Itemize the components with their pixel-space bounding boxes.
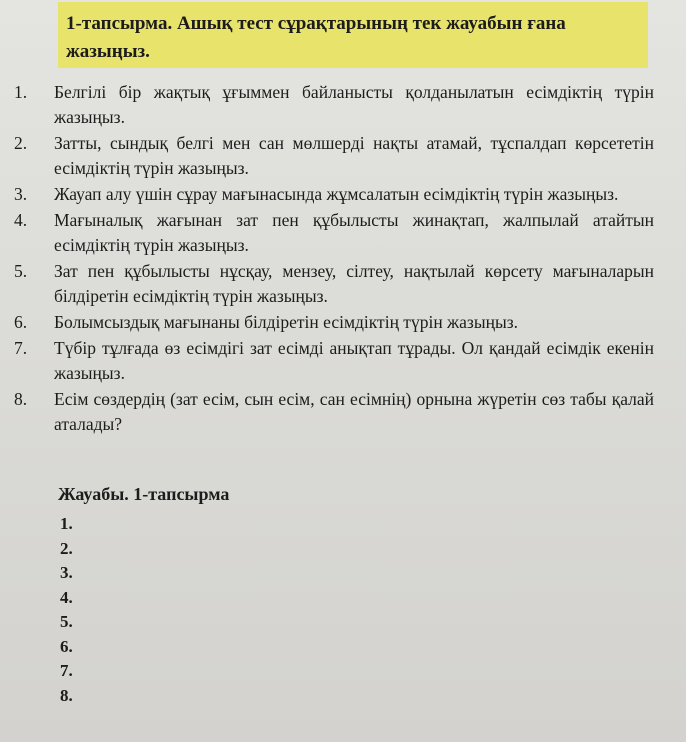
question-item xyxy=(14,336,654,386)
answer-line-4: 4. xyxy=(60,587,73,607)
question-number: 3. xyxy=(14,184,28,204)
question-list xyxy=(14,80,654,438)
question-item xyxy=(14,310,654,335)
question-item xyxy=(14,259,654,309)
question-item xyxy=(14,387,654,437)
question-item xyxy=(14,80,654,130)
answer-line-1: 1. xyxy=(60,514,73,533)
answer-line-3: 3. xyxy=(60,563,73,582)
question-text: Затты, сындық белгі мен сан мөлшерді нақты атамай, тұспалдап көрсететін есімдіктің түрін жазыңыз. xyxy=(54,133,654,178)
question-number: 2. xyxy=(14,133,28,153)
task-title-line2: жазыңыз. xyxy=(66,41,150,62)
answer-line-2: 2. xyxy=(60,538,73,558)
question-item xyxy=(14,182,654,207)
question-number: 4. xyxy=(14,210,28,230)
question-text: Зат пен құбылысты нұсқау, мензеу, сілтеу, нақтылай көрсету мағыналарын білдіретін есімдіктің түрін жазыңыз. xyxy=(54,261,654,306)
question-number: 7. xyxy=(14,338,28,358)
answer-section xyxy=(58,482,358,708)
answer-section-title: Жауабы. 1-тапсырма xyxy=(58,484,230,504)
question-text: Белгілі бір жақтық ұғыммен байланысты қолданылатын есімдіктің түрін жазыңыз. xyxy=(54,82,654,127)
answer-line-5: 5. xyxy=(60,612,73,631)
question-number: 6. xyxy=(14,312,28,332)
task-header xyxy=(58,2,648,68)
task-title-line1: 1-тапсырма. Ашық тест сұрақтарының тек жауабын ғана xyxy=(66,13,566,34)
question-item xyxy=(14,131,654,181)
question-text: Есім сөздердің (зат есім, сын есім, сан есімнің) орнына жүретін сөз табы қалай аталады? xyxy=(54,389,654,434)
answer-line-7: 7. xyxy=(60,661,73,680)
answer-line-6: 6. xyxy=(60,636,73,656)
question-item xyxy=(14,208,654,258)
question-text: Түбір тұлғада өз есімдігі зат есімді анықтап тұрады. Ол қандай есімдік екенін жазыңыз. xyxy=(54,338,654,383)
question-number: 5. xyxy=(14,261,28,281)
question-number: 8. xyxy=(14,389,28,409)
question-text: Жауап алу үшін сұрау мағынасында жұмсалатын есімдіктің түрін жазыңыз. xyxy=(54,184,619,204)
answer-line-8: 8. xyxy=(60,685,73,705)
question-number: 1. xyxy=(14,82,28,102)
question-text: Болымсыздық мағынаны білдіретін есімдіктің түрін жазыңыз. xyxy=(54,312,518,332)
question-text: Мағыналық жағынан зат пен құбылысты жинақтап, жалпылай атайтын есімдіктің түрін жазыңыз. xyxy=(54,210,654,255)
